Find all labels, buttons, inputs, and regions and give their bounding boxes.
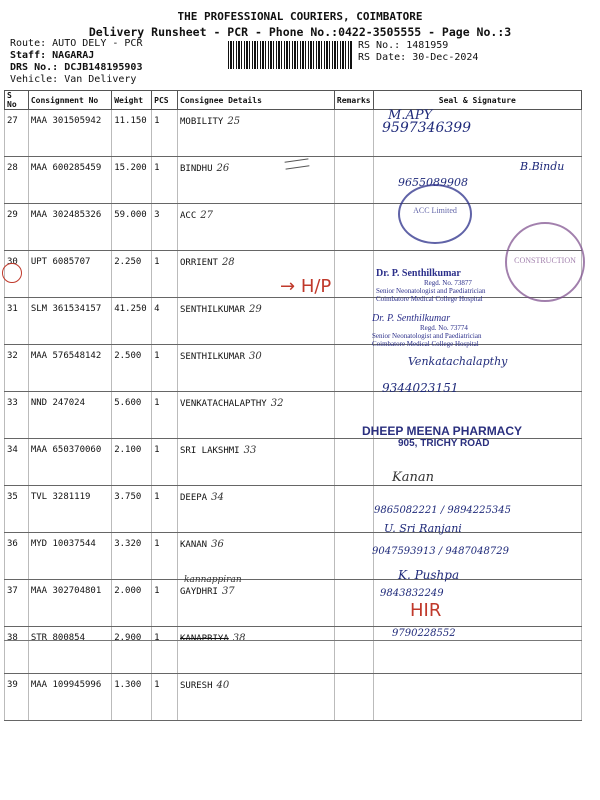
doctor1-reg: Regd. No. 73877 [424, 279, 472, 287]
row-weight: 5.600 [112, 392, 152, 439]
row-pcs: 1 [152, 392, 178, 439]
table-row [5, 345, 582, 392]
phone-row38: 9843832249 [380, 588, 444, 599]
consignee-name: KANAPRIYA [180, 634, 229, 644]
row-consignee [178, 439, 335, 486]
staff-line [10, 50, 94, 61]
rs-date-line [358, 52, 478, 63]
row-weight: 41.250 [112, 298, 152, 345]
col-consignment: Consignment No [28, 91, 111, 110]
row-remarks [334, 251, 373, 298]
row-31-circle [2, 263, 22, 283]
runsheet-title: Delivery Runsheet - PCR - Phone No.:0422-3505555 - Page No.:3 [88, 25, 512, 39]
row-consignee [178, 392, 335, 439]
consignee-hand-number: 26 [216, 163, 230, 174]
row-sno: 39 [5, 674, 29, 721]
phone-row37: 9047593913 / 9487048729 [372, 546, 509, 557]
acc-stamp-text: ACC Limited [413, 206, 457, 215]
row-consignee [178, 345, 335, 392]
drs-line [10, 62, 142, 73]
consignee-name: SURESH [180, 681, 213, 691]
row-consignment: MAA 301505942 [28, 110, 111, 157]
construction-stamp-text: CONSTRUCTION [514, 256, 576, 265]
row-pcs: 1 [152, 486, 178, 533]
row-consignee [178, 204, 335, 251]
company-name: THE PROFESSIONAL COURIERS, COIMBATORE [177, 10, 423, 23]
row-remarks [334, 580, 373, 627]
row-weight: 2.900 [112, 627, 152, 674]
vehicle-label: Vehicle: [10, 74, 59, 85]
hip-text: H/P [300, 276, 332, 297]
consignee-name: DEEPA [180, 493, 208, 503]
doctor-stamp-2 [372, 313, 572, 348]
sig-row27: M.APY [388, 108, 433, 123]
row-sno: 27 [5, 110, 29, 157]
doctor2-name: Dr. P. Senthilkumar [372, 313, 451, 324]
row-consignment: NND 247024 [28, 392, 111, 439]
row-remarks [334, 674, 373, 721]
row-remarks [334, 298, 373, 345]
table-row [5, 204, 582, 251]
row-remarks [334, 204, 373, 251]
row-pcs: 1 [152, 627, 178, 674]
consignee-hand-number: 27 [200, 210, 213, 221]
row-consignment: MAA 576548142 [28, 345, 111, 392]
sig-row36: Kanan [392, 470, 434, 485]
row-seal [373, 674, 581, 721]
row-consignment: STR 800854 [28, 627, 111, 674]
rs-date-value: 30-Dec-2024 [412, 52, 479, 63]
col-remarks: Remarks [334, 91, 373, 110]
phone-row28: 9655089908 [398, 176, 468, 189]
consignee-hand-number: 30 [249, 351, 262, 362]
consignee-hand-number: 28 [221, 257, 235, 268]
row-sno: 29 [5, 204, 29, 251]
row-sno: 35 [5, 486, 29, 533]
row-sno: 33 [5, 392, 29, 439]
row-weight: 11.150 [112, 110, 152, 157]
row-remarks [334, 627, 373, 674]
row-pcs: 4 [152, 298, 178, 345]
row-consignee [178, 486, 335, 533]
consignee-hand-number: 37 [221, 586, 235, 597]
row-weight: 15.200 [112, 157, 152, 204]
row-sno: 30 [5, 251, 29, 298]
table-header-row [5, 91, 582, 110]
table-row [5, 110, 582, 157]
row-pcs: 1 [152, 110, 178, 157]
doctor1-name: Dr. P. Senthilkumar [376, 268, 461, 279]
rs-no-label: RS No.: [358, 40, 401, 51]
row-consignment: TVL 3281119 [28, 486, 111, 533]
row-pcs: 1 [152, 345, 178, 392]
pharmacy-name: DHEEP MEENA PHARMACY [362, 424, 523, 438]
row-sno: 38 [5, 627, 29, 674]
table-row [5, 627, 582, 674]
vehicle-line [10, 74, 136, 85]
handwritten-kannappiran: kannappiran [184, 575, 242, 585]
consignee-hand-number: 33 [243, 445, 257, 456]
row-weight: 59.000 [112, 204, 152, 251]
row-pcs: 1 [152, 439, 178, 486]
consignee-hand-number: 36 [211, 539, 224, 550]
barcode [228, 41, 352, 69]
bottom-rule [4, 640, 582, 641]
acc-stamp [398, 184, 472, 244]
row-weight: 1.300 [112, 674, 152, 721]
row-consignment: MYD 10037544 [28, 533, 111, 580]
row-pcs: 1 [152, 533, 178, 580]
row-consignee [178, 157, 335, 204]
vehicle-value: Van Delivery [64, 74, 137, 85]
route-value: AUTO DELY - PCR [52, 38, 143, 49]
sig-row33: Venkatachalapthy [408, 355, 508, 368]
consignee-name: SENTHILKUMAR [180, 352, 246, 362]
drs-value: DCJB148195903 [64, 62, 143, 73]
row-consignment: MAA 600285459 [28, 157, 111, 204]
doctor2-hospital: Coimbatore Medical College Hospital [372, 340, 479, 348]
col-sno: S No [5, 91, 29, 110]
row-consignment: MAA 650370060 [28, 439, 111, 486]
consignee-name: GAYDHRI [180, 587, 218, 597]
staff-label: Staff: [10, 50, 47, 61]
phone-row36: 9865082221 / 9894225345 [374, 505, 511, 516]
row-sno: 34 [5, 439, 29, 486]
phone-row39: 9790228552 [392, 628, 456, 639]
rs-no-line [358, 40, 448, 51]
col-weight: Weight [112, 91, 152, 110]
sig-row28: B.Bindu [520, 160, 565, 173]
row-weight: 3.320 [112, 533, 152, 580]
row-consignee [178, 627, 335, 674]
drs-label: DRS No.: [10, 62, 59, 73]
doctor2-title: Senior Neonatologist and Paediatrician [372, 332, 482, 340]
row-consignment: MAA 302485326 [28, 204, 111, 251]
row-sno: 36 [5, 533, 29, 580]
col-pcs: PCS [152, 91, 178, 110]
sig-row38: K. Pushpa [398, 568, 460, 582]
pharmacy-address: 905, TRICHY ROAD [398, 438, 490, 449]
row-sno: 28 [5, 157, 29, 204]
row-weight: 2.500 [112, 345, 152, 392]
consignee-hand-number: 34 [211, 492, 224, 503]
row-remarks [334, 533, 373, 580]
row-weight: 2.100 [112, 439, 152, 486]
row-consignment: MAA 109945996 [28, 674, 111, 721]
hip-arrow-icon: → [280, 276, 296, 297]
route-line [10, 38, 142, 49]
consignee-name: BINDHU [180, 164, 213, 174]
row-weight: 2.000 [112, 580, 152, 627]
doctor2-reg: Regd. No. 73774 [420, 324, 468, 332]
row-sno: 32 [5, 345, 29, 392]
rs-date-label: RS Date: [358, 52, 407, 63]
sig-row37: U. Sri Ranjani [384, 522, 462, 535]
row-sno: 37 [5, 580, 29, 627]
route-label: Route: [10, 38, 47, 49]
pharmacy-stamp [362, 424, 552, 449]
row-consignee [178, 533, 335, 580]
consignee-hand-number: 29 [249, 304, 262, 315]
consignee-name: SENTHILKUMAR [180, 305, 246, 315]
row-pcs: 3 [152, 204, 178, 251]
consignee-name: KANAN [180, 540, 208, 550]
row-seal [373, 580, 581, 627]
row-remarks [334, 157, 373, 204]
row-pcs: 1 [152, 157, 178, 204]
table-row [5, 674, 582, 721]
consignee-name: VENKATACHALAPTHY [180, 399, 267, 409]
consignee-name: MOBILITY [180, 117, 224, 127]
phone-row33: 9344023151 [382, 381, 459, 395]
consignee-name: SRI LAKSHMI [180, 446, 240, 456]
doctor1-hospital: Coimbatore Medical College Hospital [376, 295, 483, 303]
rs-no-value: 1481959 [406, 40, 449, 51]
row-consignee [178, 110, 335, 157]
row-pcs: 1 [152, 251, 178, 298]
runsheet-table [4, 90, 582, 721]
consignee-hand-number: 25 [227, 116, 241, 127]
col-seal: Seal & Signature [373, 91, 581, 110]
row-remarks [334, 345, 373, 392]
row-weight: 3.750 [112, 486, 152, 533]
row-remarks [334, 486, 373, 533]
consignee-hand-number: 40 [216, 680, 230, 691]
doctor-stamp-1 [376, 268, 576, 303]
row-pcs: 1 [152, 674, 178, 721]
hir-remark: HIR [410, 600, 442, 621]
row-pcs: 1 [152, 580, 178, 627]
staff-value: NAGARAJ [52, 50, 95, 61]
consignee-hand-number: 32 [270, 398, 284, 409]
row-consignee [178, 580, 335, 627]
row-consignment: MAA 302704801 [28, 580, 111, 627]
phone-row27: 9597346399 [382, 120, 472, 136]
hip-remark [280, 276, 331, 297]
consignee-hand-number: 38 [232, 633, 246, 644]
consignee-name: ORRIENT [180, 258, 218, 268]
row-sno: 31 [5, 298, 29, 345]
row-consignment: SLM 361534157 [28, 298, 111, 345]
doctor1-title: Senior Neonatologist and Paediatrician [376, 287, 486, 295]
row-weight: 2.250 [112, 251, 152, 298]
col-consignee: Consignee Details [178, 91, 335, 110]
row-remarks [334, 110, 373, 157]
row-consignee [178, 298, 335, 345]
table-row [5, 580, 582, 627]
consignee-name: ACC [180, 211, 197, 221]
row-consignment: UPT 6085707 [28, 251, 111, 298]
row-consignee [178, 674, 335, 721]
